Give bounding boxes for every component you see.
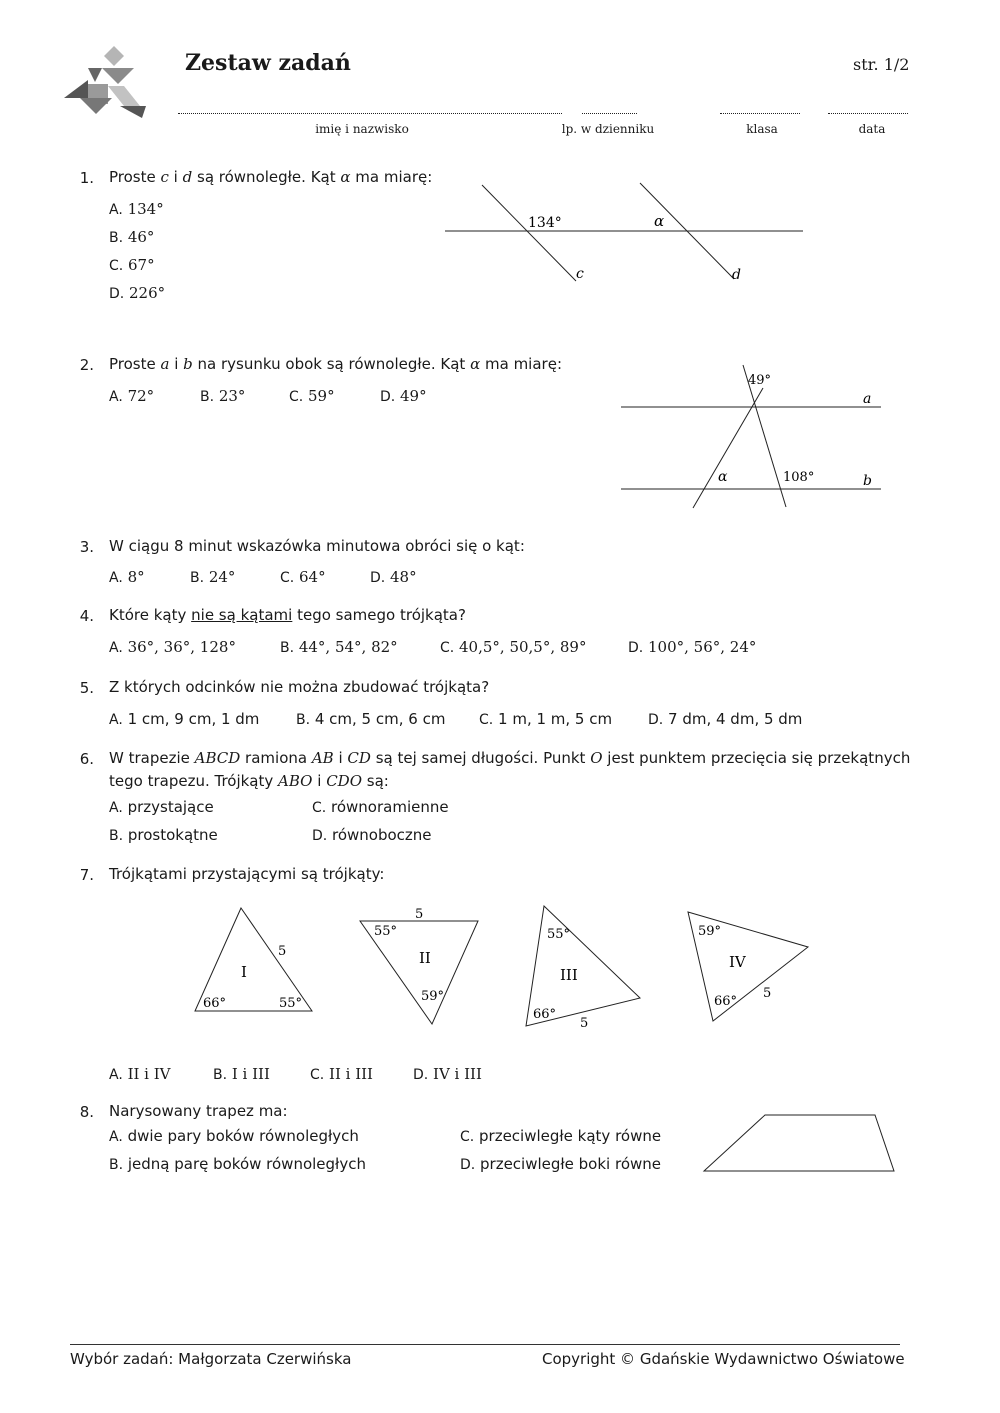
q6-option-d[interactable]: D. równoboczne (312, 826, 432, 844)
q6-option-b[interactable]: B. prostokątne (109, 826, 218, 844)
number-field-label: lp. w dzienniku (561, 122, 655, 136)
q8-option-b[interactable]: B. jedną parę boków równoległych (109, 1155, 366, 1173)
q1-option-d[interactable]: D. 226° (109, 284, 166, 302)
publisher-logo (62, 46, 152, 121)
q3-option-b[interactable]: B. 24° (190, 568, 236, 586)
q1-figure (440, 175, 810, 290)
triangle-IV-angle2: 66° (714, 994, 738, 1009)
triangle-I-side: 5 (278, 944, 287, 959)
footer-divider (70, 1344, 900, 1345)
q7-number: 7. (79, 866, 94, 884)
triangle-II-angle1: 55° (374, 924, 398, 939)
name-field-label: imię i nazwisko (315, 122, 409, 136)
q1-question: Proste c i d są równoległe. Kąt α ma miarę: (109, 168, 433, 186)
q1-option-c[interactable]: C. 67° (109, 256, 155, 274)
q2-top-angle-label: 49° (748, 373, 772, 388)
page-title: Zestaw zadań (185, 50, 351, 76)
q1-d-label: d (732, 267, 741, 283)
triangle-I-angle1: 66° (203, 996, 227, 1011)
q7-question: Trójkątami przystającymi są trójkąty: (109, 865, 385, 883)
class-field-label: klasa (746, 122, 778, 136)
q2-option-c[interactable]: C. 59° (289, 387, 335, 405)
q6-question-line2: tego trapezu. Trójkąty ABO i CDO są: (109, 772, 389, 790)
q2-option-a[interactable]: A. 72° (109, 387, 155, 405)
triangle-IV-angle1: 59° (698, 924, 722, 939)
q6-question-line1: W trapezie ABCD ramiona AB i CD są tej samej długości. Punkt O jest punktem przecięcia się przekątnych (109, 749, 911, 767)
q2-option-b[interactable]: B. 23° (200, 387, 246, 405)
q7-option-a[interactable]: A. II i IV (109, 1065, 171, 1083)
date-field-label: data (858, 122, 886, 136)
triangle-III-angle2: 66° (533, 1007, 557, 1022)
q6-option-c[interactable]: C. równoramienne (312, 798, 449, 816)
page-number: str. 1/2 (853, 55, 910, 74)
q7-option-d[interactable]: D. IV i III (413, 1065, 482, 1083)
q8-option-c[interactable]: C. przeciwległe kąty równe (460, 1127, 662, 1145)
q1-angle-label: 134° (528, 215, 562, 231)
triangle-II-side: 5 (415, 907, 424, 922)
q8-question: Narysowany trapez ma: (109, 1102, 288, 1120)
q2-angle-b-label: 108° (783, 470, 815, 485)
footer-author: Wybór zadań: Małgorzata Czerwińska (70, 1350, 352, 1368)
q2-alpha-label: α (718, 469, 728, 485)
q7-option-c[interactable]: C. II i III (310, 1065, 373, 1083)
q3-option-d[interactable]: D. 48° (370, 568, 417, 586)
q8-option-a[interactable]: A. dwie pary boków równoległych (109, 1127, 359, 1145)
date-field[interactable] (828, 113, 908, 114)
triangle-III-angle1: 55° (547, 927, 571, 942)
q1-option-b[interactable]: B. 46° (109, 228, 155, 246)
q2-option-d[interactable]: D. 49° (380, 387, 427, 405)
q3-option-c[interactable]: C. 64° (280, 568, 326, 586)
footer-copyright: Copyright © Gdańskie Wydawnictwo Oświatowe (542, 1350, 905, 1368)
number-field[interactable] (582, 113, 637, 114)
triangle-I-angle2: 55° (279, 996, 303, 1011)
q5-option-b[interactable]: B. 4 cm, 5 cm, 6 cm (296, 710, 446, 728)
q8-trapezoid (700, 1110, 900, 1176)
q7-option-b[interactable]: B. I i III (213, 1065, 270, 1083)
name-field[interactable] (178, 113, 562, 114)
q8-number: 8. (79, 1103, 94, 1121)
q3-question: W ciągu 8 minut wskazówka minutowa obróci się o kąt: (109, 537, 525, 555)
triangle-III-label: III (560, 966, 578, 984)
q1-line-c (482, 185, 576, 281)
q4-option-b[interactable]: B. 44°, 54°, 82° (280, 638, 398, 656)
q8-option-d[interactable]: D. przeciwległe boki równe (460, 1155, 662, 1173)
class-field[interactable] (720, 113, 800, 114)
q5-question: Z których odcinków nie można zbudować trójkąta? (109, 678, 490, 696)
q1-c-label: c (576, 266, 584, 282)
q2-a-label: a (863, 391, 872, 407)
q4-option-d[interactable]: D. 100°, 56°, 24° (628, 638, 757, 656)
q1-number: 1. (79, 169, 94, 187)
q5-option-d[interactable]: D. 7 dm, 4 dm, 5 dm (648, 710, 803, 728)
triangle-IV-label: IV (729, 953, 746, 971)
q4-question: Które kąty nie są kątami tego samego trójkąta? (109, 606, 466, 624)
q2-b-label: b (863, 473, 872, 489)
triangle-IV-side: 5 (763, 986, 772, 1001)
triangle-I-label: I (241, 963, 247, 981)
q3-number: 3. (79, 538, 94, 556)
q5-option-a[interactable]: A. 1 cm, 9 cm, 1 dm (109, 710, 260, 728)
q6-option-a[interactable]: A. przystające (109, 798, 214, 816)
q4-option-c[interactable]: C. 40,5°, 50,5°, 89° (440, 638, 587, 656)
q5-option-c[interactable]: C. 1 m, 1 m, 5 cm (479, 710, 613, 728)
q3-option-a[interactable]: A. 8° (109, 568, 145, 586)
q1-option-a[interactable]: A. 134° (109, 200, 164, 218)
q2-question: Proste a i b na rysunku obok są równoległe. Kąt α ma miarę: (109, 355, 562, 373)
q2-number: 2. (79, 356, 94, 374)
q2-figure (615, 360, 890, 515)
triangle-II-angle2: 59° (421, 989, 445, 1004)
q2-transversal-2 (693, 388, 763, 508)
q4-number: 4. (79, 607, 94, 625)
triangle-III-side: 5 (580, 1016, 589, 1031)
q7-figure (185, 895, 820, 1045)
q6-number: 6. (79, 750, 94, 768)
triangle-II-label: II (419, 949, 431, 967)
q4-option-a[interactable]: A. 36°, 36°, 128° (109, 638, 236, 656)
q5-number: 5. (79, 679, 94, 697)
q1-alpha-label: α (654, 212, 665, 230)
